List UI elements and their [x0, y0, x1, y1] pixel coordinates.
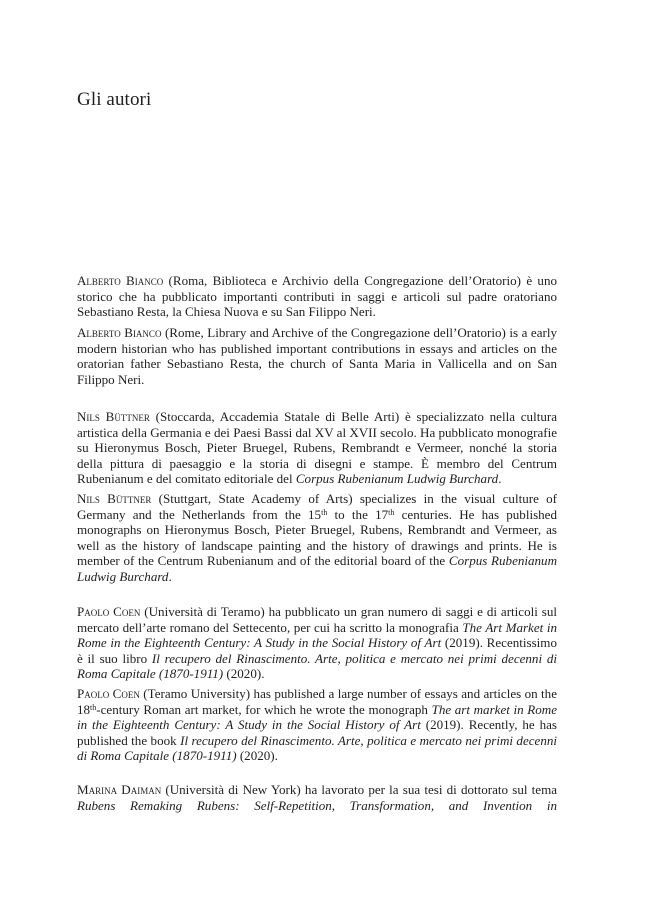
- author-bio-en: Nils Büttner (Stuttgart, State Academy of Arts) specializes in the visual culture of Germany and the Netherlands from the 15th to the 17th centuries. He has published monographs on Hieronymus Bosch, Pieter Bruegel, Rubens, Rembrandt and Vermeer, as well as the history of landscape painting and the history of drawings and prints. He is member of the Centrum Rubenianum and of the editorial board of the Corpus Rubenianum Ludwig Burchard.: [77, 491, 558, 584]
- superscript: th: [90, 702, 97, 712]
- author-name: Marina Daiman: [77, 782, 162, 797]
- superscript: th: [321, 507, 328, 517]
- author-bio-it: Nils Büttner (Stoccarda, Accademia Statale di Belle Arti) è specializzato nella cultura artistica della Germania e dei Paesi Bassi dal XV al XVII secolo. Ha pubblicato monografie su Hieronymus Bosch, Pieter Bruegel, Rubens, Rembrandt e Vermeer, nonché la storia della pittura di paesaggio e la storia di disegni e stampe. È membro del Centrum Rubenianum e del comitato editoriale del Corpus Rubenianum Ludwig Burchard.: [77, 409, 557, 487]
- book-title: Corpus Rubenianum Ludwig Burchard: [77, 553, 557, 584]
- author-name: Paolo Coen: [77, 604, 141, 619]
- author-name: Alberto Bianco: [77, 273, 164, 288]
- book-title: Il recupero del Rinascimento. Arte, politica e mercato nei primi decenni di Roma Capitale (1870-1911): [77, 650, 557, 682]
- author-bio-it: Alberto Bianco (Roma, Biblioteca e Archivio della Congregazione dell’Oratorio) è uno storico che ha pubblicato importanti contributi in saggi e articoli sul padre oratoriano Sebastiano Resta, la Chiesa Nuova e su San Filippo Neri.: [77, 273, 557, 320]
- page-title: Gli autori: [77, 89, 152, 110]
- author-name: Alberto Bianco: [77, 325, 162, 340]
- author-bio-en: Alberto Bianco (Rome, Library and Archive of the Congregazione dell’Oratorio) is a early modern historian who has published important contributions in essays and articles on the oratorian father Sebastiano Resta, the church of Santa Maria in Vallicella and on San Filippo Neri.: [77, 325, 557, 387]
- author-bio-it: Marina Daiman (Università di New York) ha lavorato per la sua tesi di dottorato sul tema Rubens Remaking Rubens: Self-Repetition, Transformation, and Invention in: [77, 782, 558, 813]
- book-title: The art market in Rome in the Eighteenth Century: A Study in the Social History of Art: [77, 701, 557, 733]
- book-title: Rubens Remaking Rubens: Self-Repetition, Transformation, and Invention in: [77, 797, 557, 813]
- book-title: Il recupero del Rinascimento. Arte, politica e mercato nei primi decenni di Roma Capitale (1870-1911): [77, 732, 557, 764]
- author-name: Paolo Coen: [77, 686, 140, 701]
- book-title: Corpus Rubenianum Ludwig Burchard: [295, 471, 499, 487]
- superscript: th: [388, 507, 395, 517]
- author-bio-it: Paolo Coen (Università di Teramo) ha pubblicato un gran numero di saggi e di articoli sul mercato dell’arte romano del Settecento, per cui ha scritto la monografia The Art Market in Rome in the Eighteenth Century: A Study in the Social History of Art (2019). Recentissimo è il suo libro Il recupero del Rinascimento. Arte, politica e mercato nei primi decenni di Roma Capitale (1870-1911) (2020).: [77, 604, 558, 682]
- author-name: Nils Büttner: [77, 491, 152, 506]
- author-name: Nils Büttner: [77, 409, 150, 424]
- author-bio-en: Paolo Coen (Teramo University) has published a large number of essays and articles on the 18th-century Roman art market, for which he wrote the monograph The art market in Rome in the Eighteenth Century: A Study in the Social History of Art (2019). Recently, he has published the book Il recupero del Rinascimento. Arte, politica e mercato nei primi decenni di Roma Capitale (1870-1911) (2020).: [77, 686, 557, 764]
- book-title: The Art Market in Rome in the Eighteenth Century: A Study in the Social History of Art: [77, 619, 557, 651]
